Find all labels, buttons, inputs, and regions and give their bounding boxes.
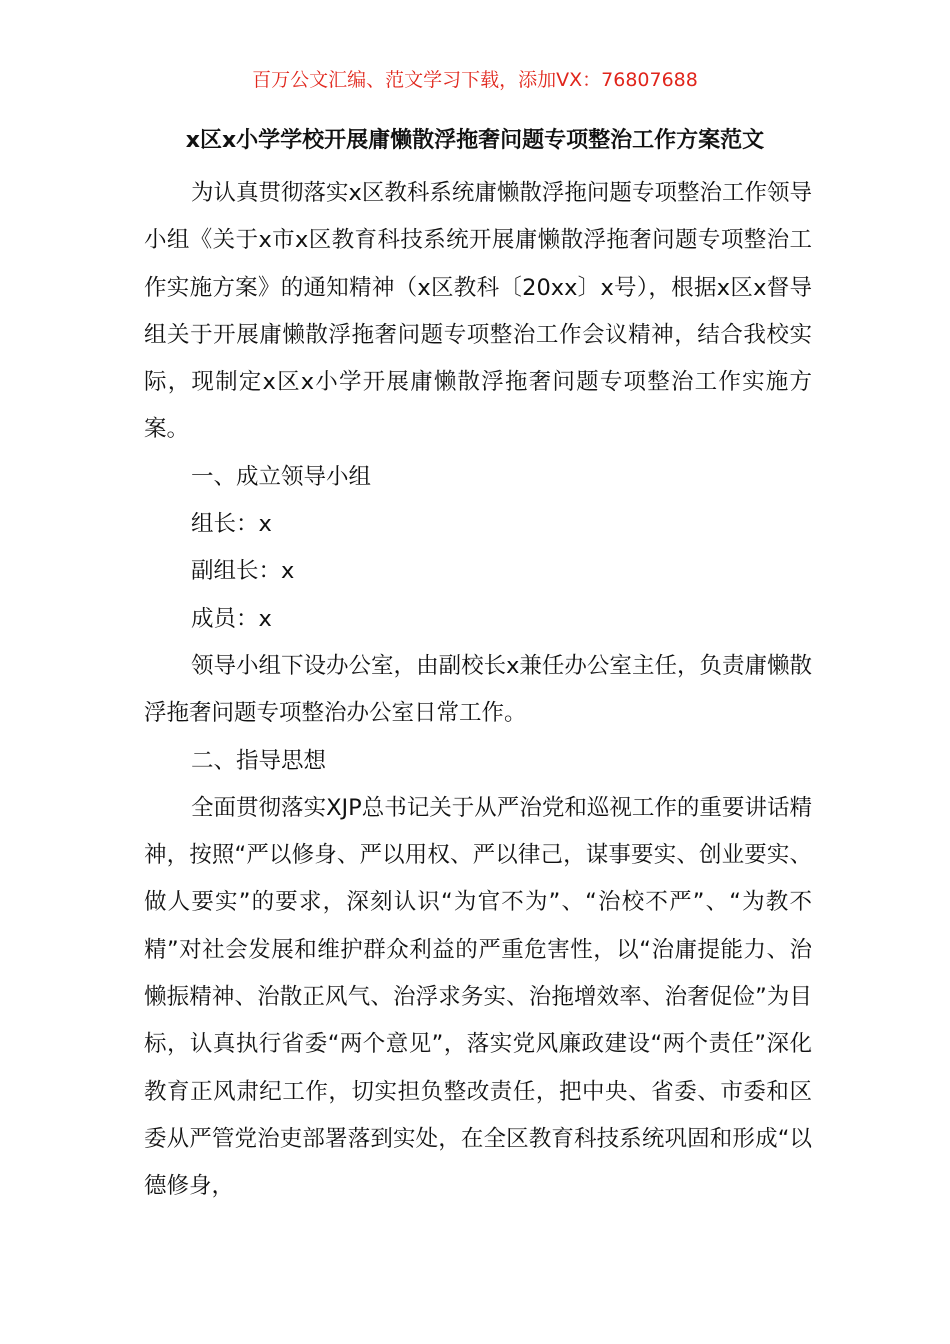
intro-paragraph: 为认真贯彻落实x区教科系统庸懒散浮拖问题专项整治工作领导小组《关于x市x区教育科技系统开展庸懒散浮拖奢问题专项整治工作实施方案》的通知精神（x区教科〔20xx〕x号），根据x区x督导组关于开展庸懒散浮拖奢问题专项整治工作会议精神，结合我校实际，现制定x区x小学开展庸懒散浮拖奢问题专项整治工作实施方案。 [144, 180, 812, 443]
header-note: 百万公文汇编、范文学习下载，添加VX：76807688 [252, 69, 698, 91]
deputy-leader-line: 副组长：x [191, 558, 295, 585]
leader-line: 组长：x [191, 511, 272, 538]
members-line: 成员：x [191, 605, 272, 632]
section-heading-guiding: 二、指导思想 [191, 747, 327, 774]
office-paragraph: 领导小组下设办公室，由副校长x兼任办公室主任，负责庸懒散浮拖奢问题专项整治办公室日常工作。 [144, 652, 812, 727]
section-heading-leadership: 一、成立领导小组 [191, 463, 372, 490]
guiding-paragraph: 全面贯彻落实XJP总书记关于从严治党和巡视工作的重要讲话精神，按照“严以修身、严以用权、严以律己，谋事要实、创业要实、做人要实”的要求，深刻认识“为官不为”、“治校不严”、“为教不精”对社会发展和维护群众利益的严重危害性，以“治庸提能力、治懒振精神、治散正风气、治浮求务实、治拖增效率、治奢促俭”为目标，认真执行省委“两个意见”，落实党风廉政建设“两个责任”深化教育正风肃纪工作，切实担负整改责任，把中央、省委、市委和区委从严管党治吏部署落到实处，在全区教育科技系统巩固和形成“以德修身， [144, 794, 812, 1200]
document-title: x区x小学学校开展庸懒散浮拖奢问题专项整治工作方案范文 [185, 128, 765, 153]
document-body [144, 170, 812, 1211]
